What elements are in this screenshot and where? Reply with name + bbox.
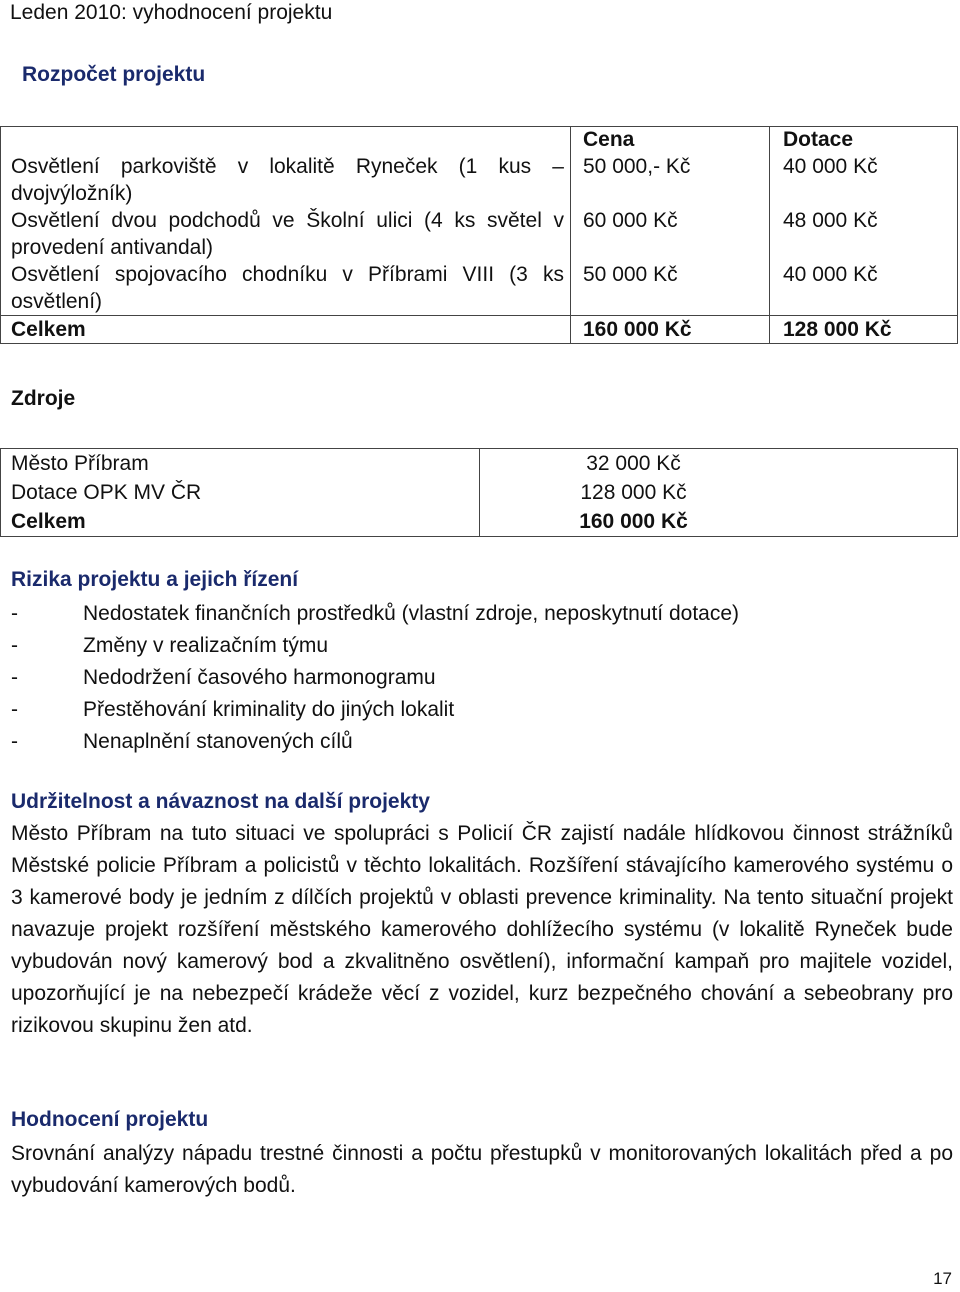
table-row (1, 153, 958, 207)
source-value: 32 000 Kč (586, 452, 681, 475)
budget-total-row (1, 316, 958, 344)
sources-total-value: 160 000 Kč (579, 510, 688, 533)
table-row (1, 478, 958, 507)
budget-table (0, 126, 958, 344)
budget-dotace: 40 000 Kč (770, 153, 958, 207)
budget-cena: 50 000 Kč (571, 261, 770, 316)
budget-total-dotace: 128 000 Kč (770, 316, 958, 344)
source-label: Dotace OPK MV ČR (1, 478, 480, 507)
source-value: 128 000 Kč (580, 481, 687, 504)
source-label: Město Příbram (1, 449, 480, 479)
budget-item: Osvětlení parkoviště v lokalitě Ryneček (1 kus – dvojvýložník) (1, 153, 571, 207)
budget-item: Osvětlení spojovacího chodníku v Příbrami VIII (3 ks osvětlení) (1, 261, 571, 316)
budget-section-title: Rozpočet projektu (22, 63, 206, 86)
budget-header-cena: Cena (571, 127, 770, 154)
bullet-dash: - (11, 730, 18, 753)
table-row (1, 207, 958, 261)
bullet-dash: - (11, 698, 18, 721)
budget-cena: 50 000,- Kč (571, 153, 770, 207)
budget-header-dotace: Dotace (770, 127, 958, 154)
sources-total-row (1, 507, 958, 537)
table-row (1, 261, 958, 316)
bullet-dash: - (11, 602, 18, 625)
sources-table (0, 448, 958, 537)
budget-header-item (1, 127, 571, 154)
page-header: Leden 2010: vyhodnocení projektu (10, 1, 333, 24)
bullet-dash: - (11, 666, 18, 689)
risk-text: Změny v realizačním týmu (83, 634, 329, 657)
sources-total-label: Celkem (1, 507, 480, 537)
evaluation-paragraph: Srovnání analýzy nápadu trestné činnosti a počtu přestupků v monitorovaných lokalitách před a po vybudování kamerových bodů. (11, 1142, 953, 1197)
risk-text: Nedostatek finančních prostředků (vlastní zdroje, neposkytnutí dotace) (83, 602, 740, 625)
budget-dotace: 40 000 Kč (770, 261, 958, 316)
risk-text: Nenaplnění stanovených cílů (83, 730, 353, 753)
budget-dotace: 48 000 Kč (770, 207, 958, 261)
budget-cena: 60 000 Kč (571, 207, 770, 261)
bullet-dash: - (11, 634, 18, 657)
risk-text: Nedodržení časového harmonogramu (83, 666, 436, 689)
sources-section-title: Zdroje (11, 387, 76, 410)
budget-header-row (1, 127, 958, 154)
sustainability-section-title: Udržitelnost a návaznost na další projekty (11, 790, 430, 813)
page-number: 17 (933, 1269, 952, 1288)
budget-item: Osvětlení dvou podchodů ve Školní ulici (4 ks světel v provedení antivandal) (1, 207, 571, 261)
budget-total-label: Celkem (1, 316, 571, 344)
risks-section-title: Rizika projektu a jejich řízení (11, 568, 299, 591)
risk-text: Přestěhování kriminality do jiných lokalit (83, 698, 455, 721)
sustainability-paragraph: Město Příbram na tuto situaci ve spolupráci s Policií ČR zajistí nadále hlídkovou činnost strážníků Městské policie Příbram a policistů v těchto lokalitách. Rozšíření stávajícího kamerového systému o 3 kamerové body je jedním z dílčích projektů v oblasti prevence kriminality. Na tento situační projekt navazuje projekt rozšíření městského kamerového dohlížecího systému (v lokalitě Ryneček bude vybudován nový kamerový bod a zkvalitněno osvětlení), informační kampaň pro majitele vozidel, upozorňující je na nebezpečí krádeže věcí z vozidel, kurz bezpečného chování a sebeobrany pro rizikovou skupinu žen atd. (11, 822, 953, 1037)
evaluation-section-title: Hodnocení projektu (11, 1108, 209, 1131)
table-row (1, 449, 958, 479)
budget-total-cena: 160 000 Kč (571, 316, 770, 344)
